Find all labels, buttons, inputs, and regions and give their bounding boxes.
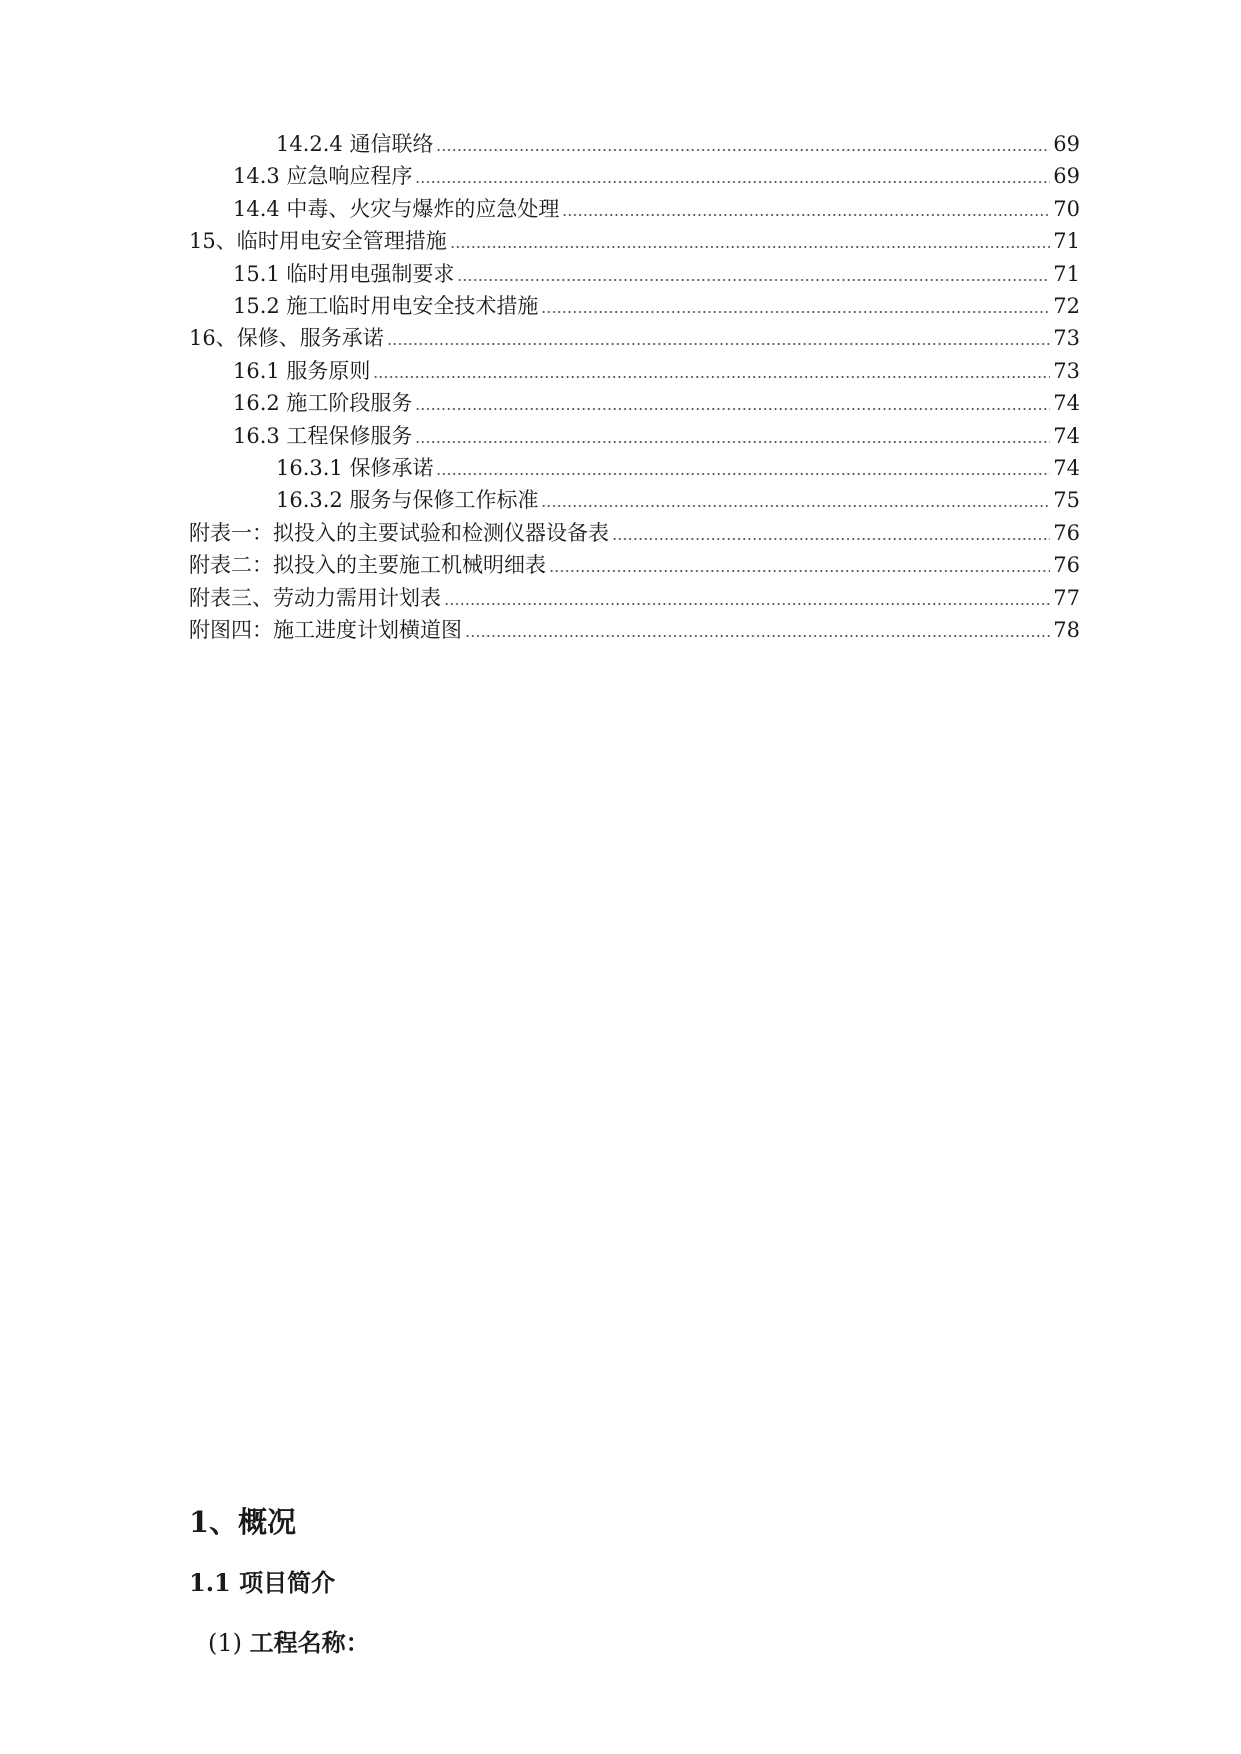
toc-entry-page-number: 69	[1053, 164, 1080, 189]
toc-entry[interactable]	[233, 286, 1080, 318]
toc-entry-label: 14.2.4 通信联络	[276, 132, 434, 156]
toc-entry[interactable]	[189, 545, 1080, 577]
section-heading: 1、概况	[189, 1505, 297, 1539]
toc-dot-leader	[387, 330, 1050, 346]
toc-entry-page-number: 71	[1053, 229, 1080, 254]
toc-dot-leader	[415, 395, 1050, 411]
toc-entry-page-number: 74	[1053, 391, 1080, 416]
toc-entry[interactable]	[189, 221, 1080, 253]
item-heading	[208, 1623, 370, 1658]
toc-dot-leader	[373, 363, 1050, 379]
toc-entry-page-number: 72	[1053, 294, 1080, 318]
toc-entry-label: 15.1 临时用电强制要求	[233, 261, 455, 286]
toc-dot-leader	[612, 525, 1050, 541]
toc-entry[interactable]	[233, 351, 1080, 383]
toc-dot-leader	[541, 298, 1050, 314]
toc-entry-label: 附表一：拟投入的主要试验和检测仪器设备表	[189, 520, 609, 545]
toc-entry-label: 14.4 中毒、火灾与爆炸的应急处理	[233, 196, 560, 221]
toc-entry[interactable]	[276, 124, 1080, 156]
toc-dot-leader	[436, 460, 1050, 476]
toc-entry[interactable]	[233, 254, 1080, 286]
toc-entry-page-number: 73	[1053, 358, 1080, 383]
toc-entry-page-number: 73	[1053, 326, 1080, 351]
toc-entry-page-number: 76	[1053, 553, 1080, 578]
table-of-contents	[0, 0, 1241, 660]
toc-entry-label: 16.1 服务原则	[233, 358, 371, 383]
toc-entry[interactable]	[189, 513, 1080, 545]
toc-entry-page-number: 75	[1053, 488, 1080, 513]
toc-entry-label: 附图四：施工进度计划横道图	[189, 618, 462, 642]
toc-entry[interactable]	[189, 610, 1080, 642]
toc-dot-leader	[457, 266, 1050, 282]
toc-entry-label: 16.3.1 保修承诺	[276, 456, 434, 480]
toc-entry[interactable]	[189, 578, 1080, 610]
toc-entry-label: 附表二：拟投入的主要施工机械明细表	[189, 553, 546, 578]
toc-entry[interactable]	[233, 189, 1080, 221]
toc-entry-page-number: 76	[1053, 520, 1080, 545]
toc-entry[interactable]	[233, 383, 1080, 415]
toc-dot-leader	[436, 136, 1050, 152]
toc-entry-label: 16.3.2 服务与保修工作标准	[276, 488, 539, 513]
toc-entry[interactable]	[189, 318, 1080, 350]
toc-entry-label: 15、临时用电安全管理措施	[189, 229, 447, 254]
toc-entry[interactable]	[276, 448, 1080, 480]
toc-entry-label: 14.3 应急响应程序	[233, 164, 413, 189]
toc-dot-leader	[465, 622, 1050, 638]
toc-entry[interactable]	[233, 416, 1080, 448]
toc-entry-label: 16、保修、服务承诺	[189, 326, 384, 351]
toc-dot-leader	[549, 557, 1050, 573]
toc-dot-leader	[541, 492, 1050, 508]
toc-entry[interactable]	[276, 480, 1080, 512]
toc-entry-page-number: 69	[1053, 132, 1080, 156]
toc-dot-leader	[562, 201, 1050, 217]
toc-dot-leader	[415, 428, 1050, 444]
subsection-heading: 1.1 项目简介	[189, 1568, 336, 1597]
toc-dot-leader	[444, 590, 1050, 606]
toc-entry-page-number: 70	[1053, 196, 1080, 221]
toc-dot-leader	[415, 168, 1050, 184]
toc-entry-page-number: 71	[1053, 261, 1080, 286]
item-number: (1)	[208, 1629, 250, 1657]
toc-entry-page-number: 74	[1053, 423, 1080, 448]
toc-entry-page-number: 78	[1053, 618, 1080, 642]
toc-entry-label: 16.2 施工阶段服务	[233, 391, 413, 416]
toc-entry[interactable]	[233, 156, 1080, 188]
toc-entry-label: 15.2 施工临时用电安全技术措施	[233, 294, 539, 318]
toc-entry-page-number: 74	[1053, 456, 1080, 480]
toc-dot-leader	[450, 233, 1050, 249]
item-title: 工程名称：	[249, 1628, 370, 1657]
toc-entry-label: 16.3 工程保修服务	[233, 423, 413, 448]
toc-entry-page-number: 77	[1053, 585, 1080, 610]
toc-entry-label: 附表三、劳动力需用计划表	[189, 585, 441, 610]
